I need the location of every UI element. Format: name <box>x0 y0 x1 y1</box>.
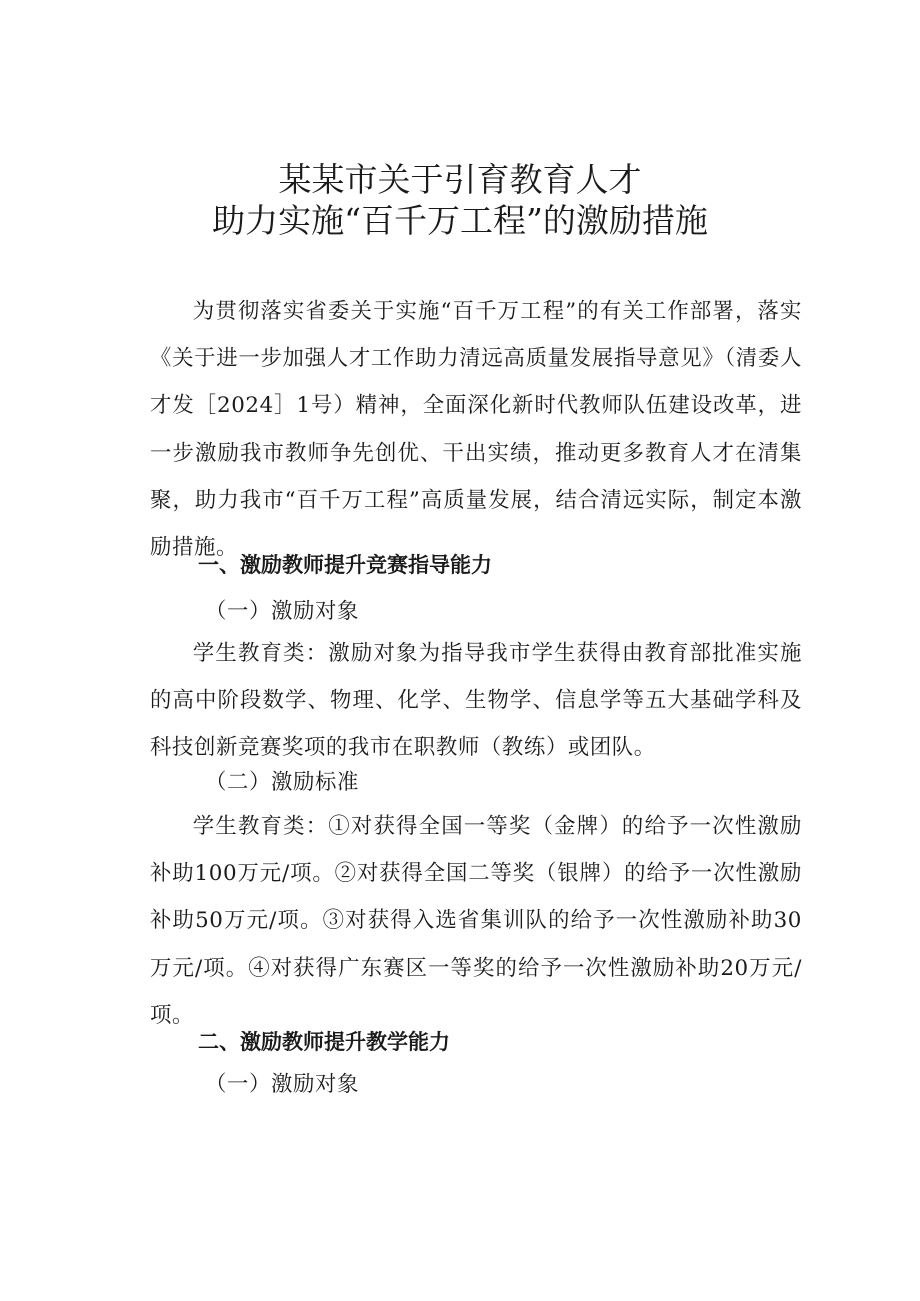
intro-paragraph: 为贯彻落实省委关于实施“百千万工程”的有关工作部署，落实《关于进一步加强人才工作助力清远高质量发展指导意见》（清委人才发［2024］1号）精神，全面深化新时代教师队伍建设改革，进一步激励我市教师争先创优、干出实绩，推动更多教育人才在清集聚，助力我市“百千万工程”高质量发展，结合清远实际，制定本激励措施。 <box>150 299 802 561</box>
document-title-line-1: 某某市关于引育教育人才 <box>278 160 642 199</box>
document-title-line-2: 助力实施“百千万工程”的激励措施 <box>212 201 708 240</box>
section-2-heading: 二、激励教师提升教学能力 <box>198 1030 450 1054</box>
section-1-sub-2-paragraph: 学生教育类：①对获得全国一等奖（金牌）的给予一次性激励补助100万元/项。②对获得全国二等奖（银牌）的给予一次性激励补助50万元/项。③对获得入选省集训队的给予一次性激励补助30万元/项。④对获得广东赛区一等奖的给予一次性激励补助20万元/项。 <box>150 814 802 1028</box>
section-1-heading: 一、激励教师提升竞赛指导能力 <box>198 553 492 577</box>
section-1-sub-2-heading: （二）激励标准 <box>205 770 359 795</box>
section-1-sub-1-heading: （一）激励对象 <box>205 599 359 624</box>
section-1-sub-1-paragraph: 学生教育类：激励对象为指导我市学生获得由教育部批准实施的高中阶段数学、物理、化学、生物学、信息学等五大基础学科及科技创新竞赛奖项的我市在职教师（教练）或团队。 <box>150 641 802 761</box>
section-2-sub-1-heading: （一）激励对象 <box>205 1072 359 1097</box>
